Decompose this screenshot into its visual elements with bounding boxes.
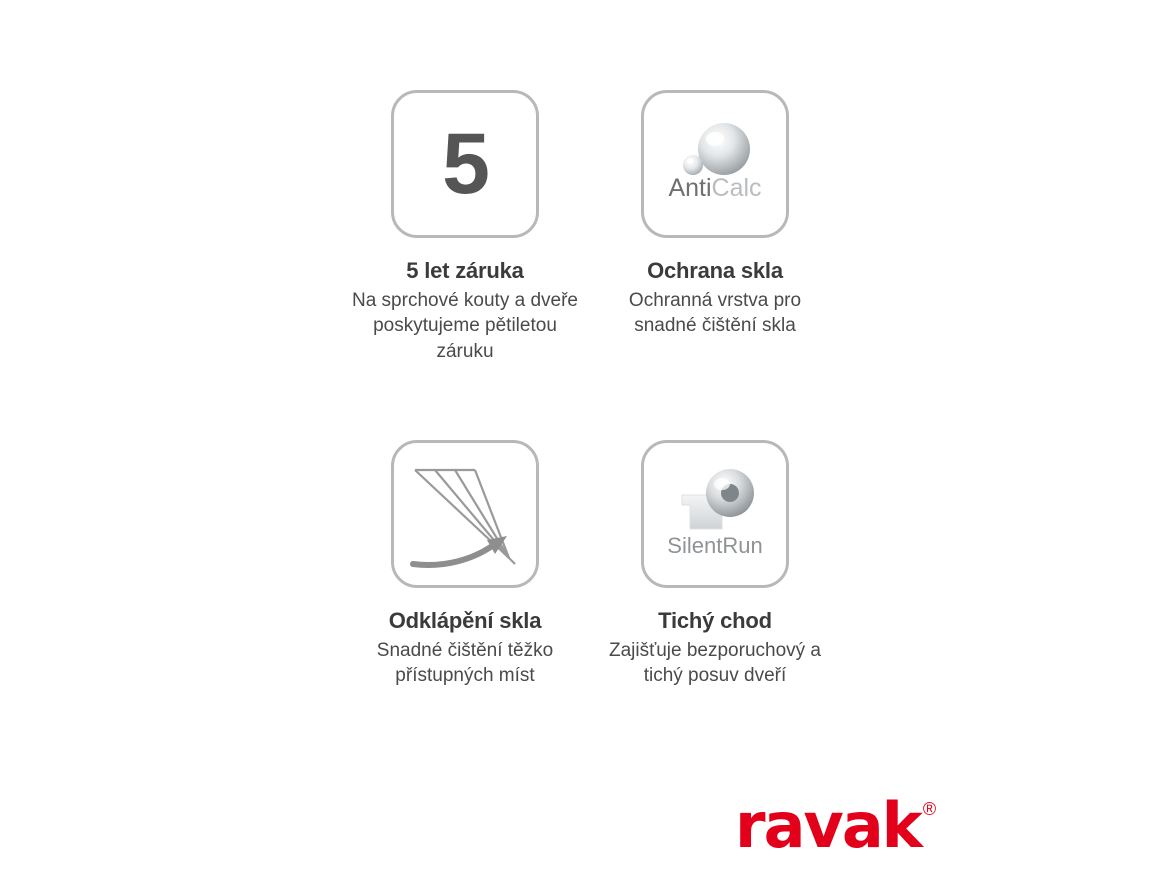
number-five-icon: 5 — [442, 116, 488, 212]
ravak-logo-text: ravak — [735, 789, 921, 862]
tilting-glass-panel-icon — [391, 440, 539, 588]
feature-tilting-glass — [340, 440, 590, 790]
anticalc-label-part1: Anti — [668, 174, 712, 202]
feature-glass-protection — [590, 90, 840, 440]
feature-description: Na sprchové kouty a dveře poskytujeme pětiletou záruku — [351, 290, 578, 362]
feature-title: Ochrana skla — [647, 258, 783, 283]
registered-trademark-icon: ® — [922, 799, 937, 819]
feature-grid — [340, 90, 840, 790]
feature-warranty — [340, 90, 590, 440]
feature-title: Odklápění skla — [388, 608, 542, 633]
silentrun-label: SilentRun — [667, 533, 763, 558]
feature-title: Tichý chod — [658, 608, 772, 633]
feature-silent-run — [590, 440, 840, 790]
feature-description: Zajišťuje bezporuchový a tichý posuv dveří — [608, 640, 821, 687]
anticalc-label-part2: Calc — [711, 174, 762, 202]
ravak-logo — [735, 789, 937, 862]
badge-five-years — [391, 90, 539, 238]
badge-tilting-glass — [391, 440, 539, 588]
badge-anticalc — [641, 90, 789, 238]
feature-title: 5 let záruka — [406, 258, 524, 283]
feature-description: Ochranná vrstva pro snadné čištění skla — [628, 290, 802, 337]
badge-silentrun — [641, 440, 789, 588]
feature-description: Snadné čištění těžko přístupných míst — [376, 640, 554, 687]
anticalc-label — [644, 176, 786, 201]
